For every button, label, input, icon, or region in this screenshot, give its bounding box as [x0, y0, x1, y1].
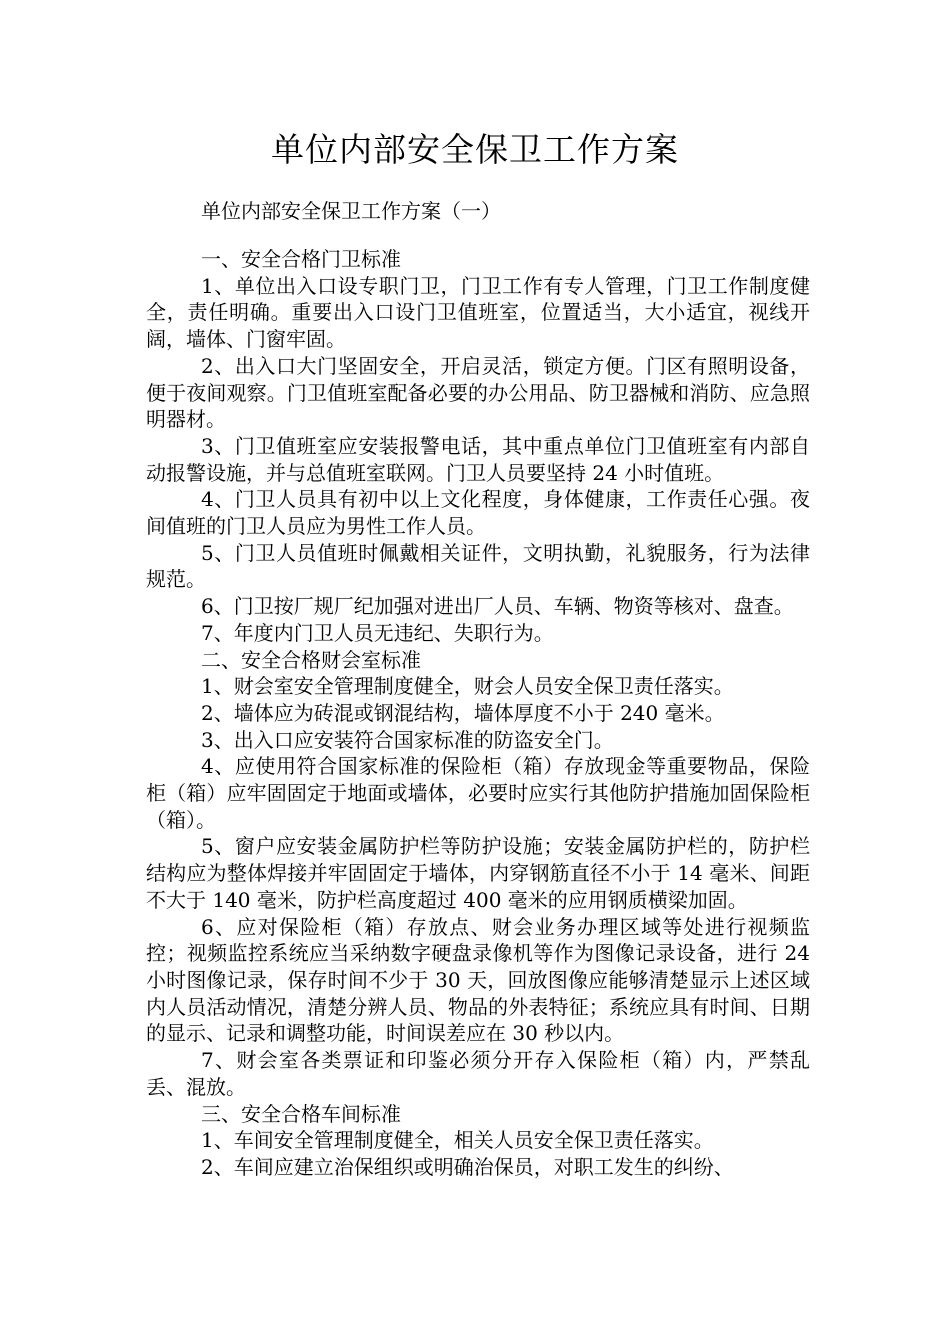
section-heading: 一、安全合格门卫标准 — [201, 247, 401, 271]
paragraph: 1、财会室安全管理制度健全，财会人员安全保卫责任落实。 — [201, 674, 734, 699]
paragraph: 1、车间安全管理制度健全，相关人员安全保卫责任落实。 — [201, 1128, 714, 1153]
document-subtitle: 单位内部安全保卫工作方案（一） — [201, 199, 501, 223]
paragraph: 2、出入口大门坚固安全，开启灵活，锁定方便。门区有照明设备，便于夜间观察。门卫值班室配备必要的办公用品、防卫器械和消防、应急照明器材。 — [146, 353, 810, 432]
paragraph: 5、窗户应安装金属防护栏等防护设施；安装金属防护栏的，防护栏结构应为整体焊接并牢固固定于墙体，内穿钢筋直径不小于 14 毫米、间距不大于 140 毫米，防护栏高度超过 400 毫米的应用钢质横梁加固。 — [146, 834, 810, 912]
section-heading: 三、安全合格车间标准 — [201, 1101, 401, 1126]
paragraph: 7、年度内门卫人员无违纪、失职行为。 — [201, 620, 554, 645]
paragraph: 5、门卫人员值班时佩戴相关证件，文明执勤，礼貌服务，行为法律规范。 — [146, 540, 810, 592]
paragraph: 4、应使用符合国家标准的保险柜（箱）存放现金等重要物品，保险柜（箱）应牢固固定于地面或墙体，必要时应实行其他防护措施加固保险柜（箱）。 — [146, 754, 810, 832]
paragraph: 6、应对保险柜（箱）存放点、财会业务办理区域等处进行视频监控；视频监控系统应当采纳数字硬盘录像机等作为图像记录设备，进行 24 小时图像记录，保存时间不少于 30 天，回放图像应能够清楚显示上述区域内人员活动情况，清楚分辨人员、物品的外表特征；系统应具有时间、日期的显示、记录和调整功能，时间误差应在 30 秒以内。 — [146, 914, 810, 1046]
paragraph: 3、出入口应安装符合国家标准的防盗安全门。 — [201, 727, 614, 752]
paragraph: 4、门卫人员具有初中以上文化程度，身体健康，工作责任心强。夜间值班的门卫人员应为男性工作人员。 — [146, 487, 810, 539]
paragraph: 1、单位出入口设专职门卫，门卫工作有专人管理，门卫工作制度健全，责任明确。重要出入口设门卫值班室，位置适当，大小适宜，视线开阔，墙体、门窗牢固。 — [146, 273, 810, 352]
paragraph: 6、门卫按厂规厂纪加强对进出厂人员、车辆、物资等核对、盘查。 — [201, 594, 794, 619]
document-title: 单位内部安全保卫工作方案 — [271, 130, 679, 169]
paragraph: 2、车间应建立治保组织或明确治保员，对职工发生的纠纷、 — [201, 1154, 734, 1179]
paragraph: 3、门卫值班室应安装报警电话，其中重点单位门卫值班室有内部自动报警设施，并与总值班室联网。门卫人员要坚持 24 小时值班。 — [146, 433, 810, 485]
document-body — [146, 246, 810, 1181]
paragraph: 7、财会室各类票证和印鉴必须分开存入保险柜（箱）内，严禁乱丢、混放。 — [146, 1048, 810, 1099]
section-heading: 二、安全合格财会室标准 — [201, 647, 421, 672]
paragraph: 2、墙体应为砖混或钢混结构，墙体厚度不小于 240 毫米。 — [201, 700, 725, 725]
